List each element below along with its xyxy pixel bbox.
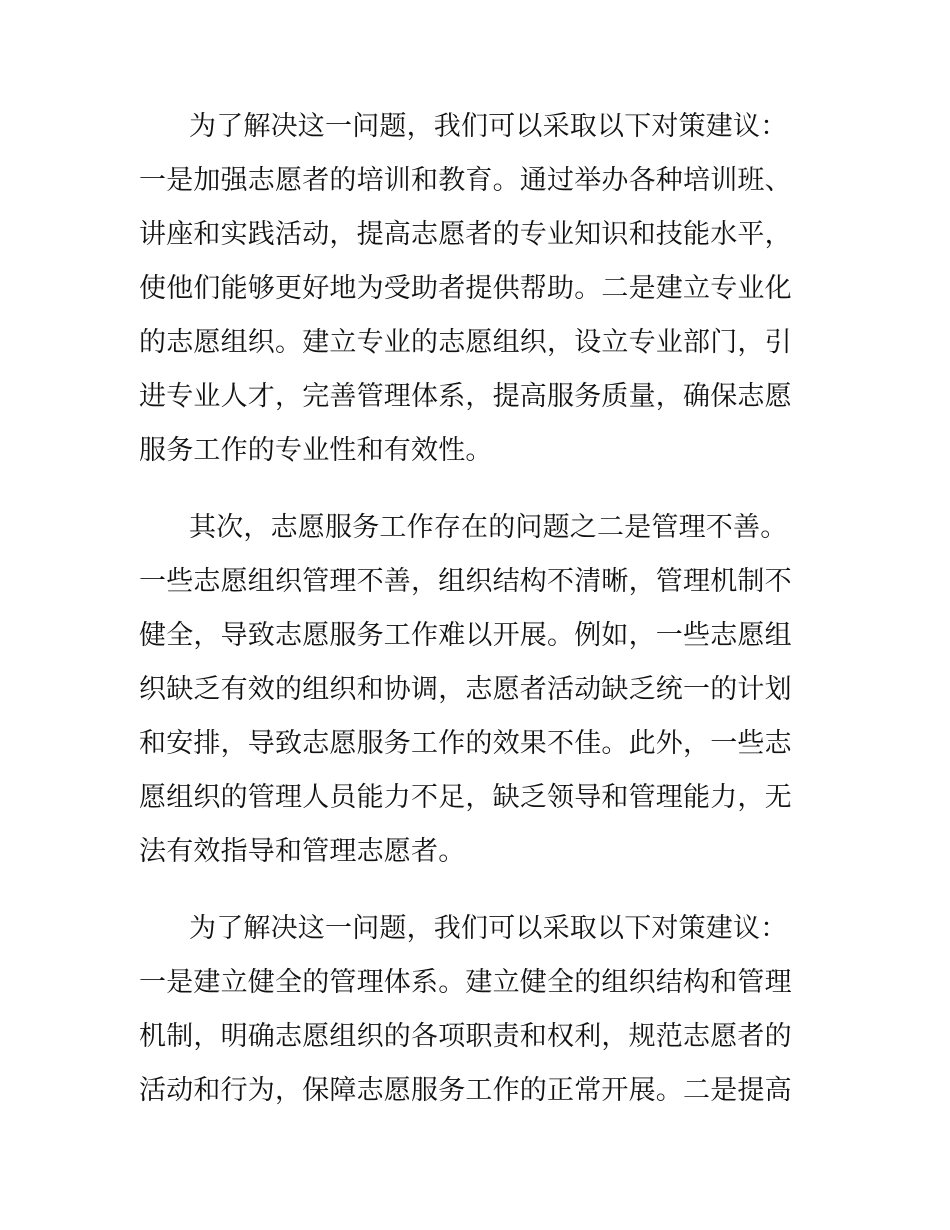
- text-line: 活动和行为，保障志愿服务工作的正常开展。二是提高: [139, 1075, 792, 1106]
- document-body: [139, 100, 819, 1141]
- text-line: 健全，导致志愿服务工作难以开展。例如，一些志愿组: [139, 620, 792, 651]
- text-line: 机制，明确志愿组织的各项职责和权利，规范志愿者的: [139, 1021, 792, 1052]
- text-line: 使他们能够更好地为受助者提供帮助。二是建立专业化: [139, 273, 792, 304]
- paragraph: [139, 501, 819, 879]
- text-line: 为了解决这一问题，我们可以采取以下对策建议：: [189, 111, 788, 142]
- text-line: 其次，志愿服务工作存在的问题之二是管理不善。: [189, 512, 788, 543]
- text-line: 讲座和实践活动，提高志愿者的专业知识和技能水平，: [139, 219, 792, 250]
- paragraph: [139, 100, 819, 478]
- text-line: 一是加强志愿者的培训和教育。通过举办各种培训班、: [139, 165, 792, 196]
- text-line: 一些志愿组织管理不善，组织结构不清晰，管理机制不: [139, 566, 792, 597]
- text-line: 为了解决这一问题，我们可以采取以下对策建议：: [189, 913, 788, 944]
- text-line: 法有效指导和管理志愿者。: [139, 836, 466, 867]
- text-line: 和安排，导致志愿服务工作的效果不佳。此外，一些志: [139, 728, 792, 759]
- text-line: 的志愿组织。建立专业的志愿组织，设立专业部门，引: [139, 327, 792, 358]
- text-line: 一是建立健全的管理体系。建立健全的组织结构和管理: [139, 967, 792, 998]
- text-line: 服务工作的专业性和有效性。: [139, 435, 493, 466]
- paragraph: [139, 902, 819, 1118]
- text-line: 进专业人才，完善管理体系，提高服务质量，确保志愿: [139, 381, 792, 412]
- text-line: 织缺乏有效的组织和协调，志愿者活动缺乏统一的计划: [139, 674, 792, 705]
- text-line: 愿组织的管理人员能力不足，缺乏领导和管理能力，无: [139, 782, 792, 813]
